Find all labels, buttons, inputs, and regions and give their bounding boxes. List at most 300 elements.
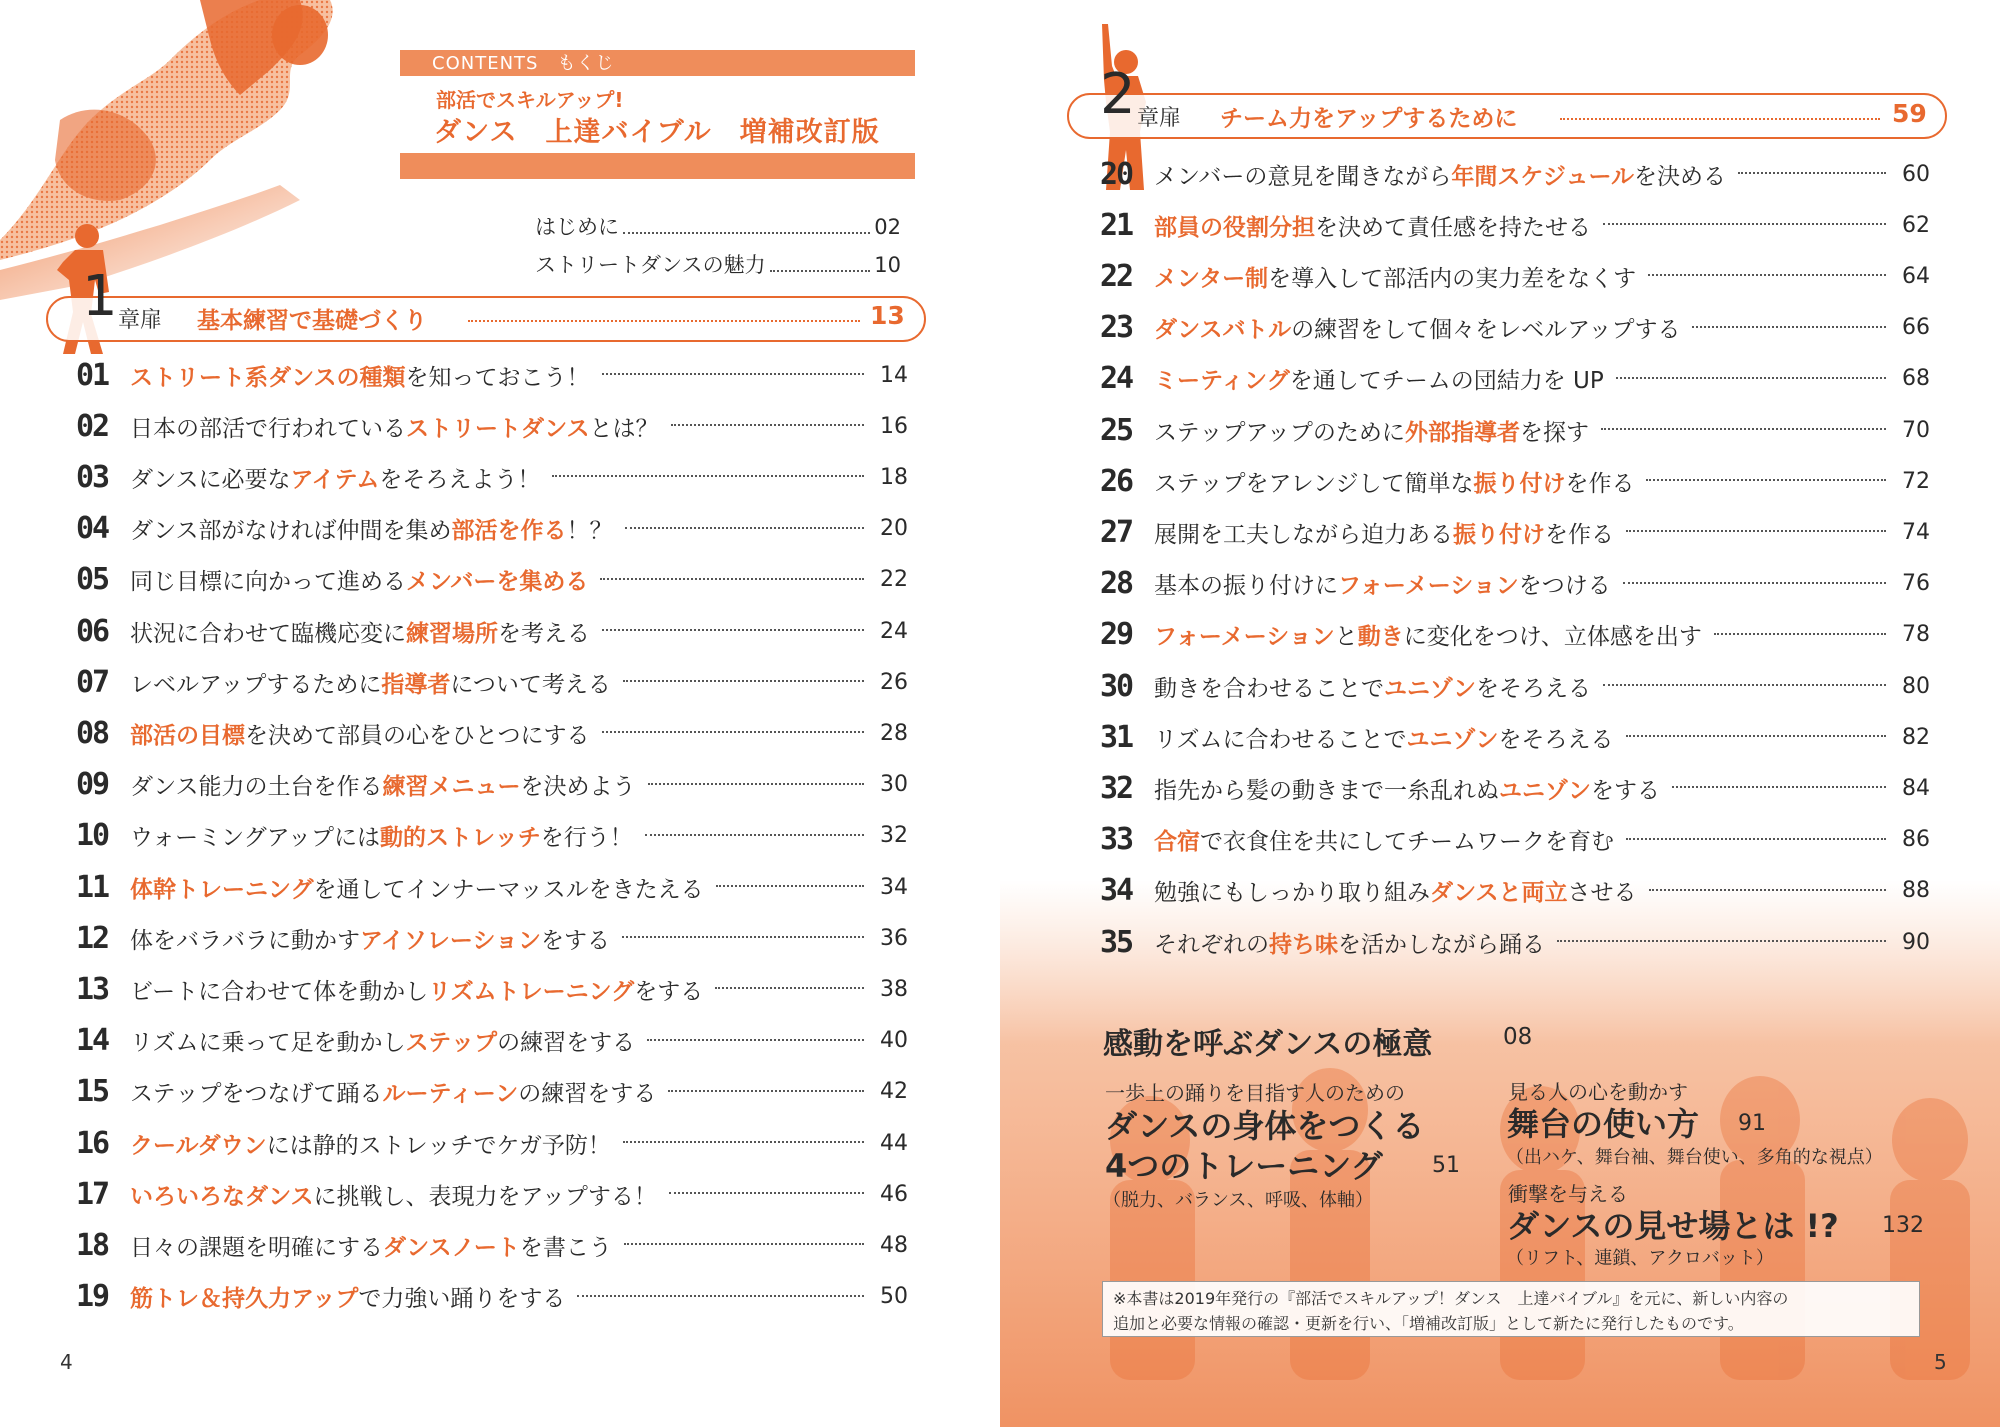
chapter1-label: 章扉 — [118, 308, 163, 333]
toc-entry-number: 03 — [76, 459, 109, 495]
leader-dots — [671, 424, 864, 426]
toc-entry-keyword: アイテム — [290, 466, 380, 493]
toc-entry-title — [1154, 721, 1614, 754]
toc-entry-08[interactable] — [76, 713, 908, 753]
special-a-page: 51 — [1432, 1153, 1460, 1178]
toc-entry-keyword: 練習場所 — [406, 620, 498, 647]
toc-entry-title — [130, 615, 590, 648]
toc-entry-keyword: いろいろなダンス — [130, 1183, 314, 1210]
toc-entry-page: 78 — [1902, 622, 1930, 648]
toc-entry-number: 35 — [1100, 924, 1133, 960]
toc-entry-text: を通してインナーマッスルをきたえる — [313, 876, 704, 903]
toc-entry-text: をそろえる — [1498, 726, 1614, 753]
toc-entry-number: 12 — [76, 920, 109, 956]
toc-entry-page: 26 — [880, 669, 908, 695]
toc-entry-text: リズムに乗って足を動かし — [130, 1030, 406, 1057]
toc-entry-number: 34 — [1100, 873, 1133, 909]
toc-entry-page: 82 — [1902, 724, 1930, 750]
toc-entry-number: 04 — [76, 511, 109, 547]
toc-entry-page: 34 — [880, 874, 908, 900]
toc-entry-text: 勉強にもしっかり取り組み — [1154, 880, 1430, 907]
toc-entry-keyword: ステップ — [405, 1030, 498, 1057]
leader-dots — [1738, 172, 1886, 174]
leader-dots — [624, 1243, 864, 1245]
chapter1-number: 1 — [82, 264, 118, 329]
special-c-page: 132 — [1882, 1213, 1924, 1238]
toc-entry-title — [130, 461, 540, 494]
toc-entry-text: 体をバラバラに動かす — [130, 927, 360, 954]
toc-entry-11[interactable] — [76, 867, 908, 907]
page-number-left: 4 — [60, 1350, 73, 1374]
toc-entry-keyword: 合宿 — [1154, 829, 1200, 856]
toc-entry-number: 06 — [76, 613, 109, 649]
toc-entry-title — [1154, 260, 1636, 293]
toc-entry-text: を作る — [1545, 521, 1614, 548]
special-heading-page: 08 — [1503, 1024, 1533, 1050]
toc-entry-keyword: 動的ストレッチ — [380, 825, 541, 852]
toc-entry-text: 展開を工夫しながら迫力ある — [1154, 521, 1453, 548]
special-a-title-line1[interactable]: ダンスの身体をつくる — [1105, 1107, 1425, 1145]
toc-entry-title — [130, 1178, 657, 1211]
toc-entry-keyword: 振り付け — [1453, 521, 1545, 548]
toc-entry-24[interactable] — [1100, 359, 1930, 399]
leader-dots — [645, 834, 864, 836]
toc-entry-number: 23 — [1100, 310, 1133, 346]
toc-entry-page: 90 — [1902, 929, 1930, 955]
toc-entry-number: 10 — [76, 818, 109, 854]
toc-entry-number: 05 — [76, 562, 109, 598]
toc-entry-text: メンバーの意見を聞きながら — [1154, 163, 1452, 190]
toc-entry-number: 21 — [1100, 207, 1133, 243]
toc-entry-text: を決めて責任感を持たせる — [1315, 214, 1591, 241]
toc-entry-title — [1154, 823, 1614, 856]
leader-dots — [600, 578, 864, 580]
toc-entry-text: ダンスに必要な — [130, 466, 291, 493]
toc-entry-text: を考える — [498, 620, 590, 647]
leader-dots — [668, 1090, 864, 1092]
special-b-title[interactable]: 舞台の使い方 — [1507, 1105, 1700, 1143]
header-bar-bottom — [400, 153, 915, 179]
leader-dots — [1626, 838, 1886, 840]
toc-entry-title — [130, 1075, 656, 1108]
toc-entry-text: の練習をして個々をレベルアップする — [1291, 317, 1681, 344]
toc-entry-number: 31 — [1100, 719, 1133, 755]
toc-entry-keyword: 体幹トレーニング — [130, 876, 314, 903]
toc-entry-title — [130, 359, 590, 392]
toc-entry-page: 22 — [880, 567, 908, 593]
toc-entry-10[interactable] — [76, 816, 908, 856]
toc-entry-keyword: 部員の役割分担 — [1154, 214, 1315, 241]
toc-entry-text: を作る — [1565, 470, 1635, 497]
toc-entry-title — [130, 1280, 565, 1313]
toc-entry-number: 20 — [1100, 156, 1133, 192]
leader-dots — [602, 373, 864, 375]
leader-dots — [1692, 326, 1886, 328]
toc-entry-keyword: ユニゾン — [1384, 675, 1476, 702]
toc-entry-page: 62 — [1902, 212, 1930, 238]
intro-item-page: 02 — [874, 215, 901, 239]
toc-entry-page: 76 — [1902, 571, 1930, 597]
special-c-subtitle: 衝撃を与える — [1508, 1182, 1628, 1206]
toc-entry-09[interactable] — [76, 765, 908, 805]
toc-entry-title — [1154, 772, 1660, 805]
leader-dots — [715, 987, 864, 989]
toc-entry-title — [130, 666, 611, 699]
toc-entry-title — [1154, 158, 1726, 191]
toc-entry-keyword: 筋トレ＆持久力アップ — [130, 1286, 359, 1313]
toc-entry-text: レベルアップするために — [130, 671, 382, 698]
toc-entry-keyword: フォーメーション — [1154, 624, 1335, 651]
toc-entry-text: と — [1334, 624, 1358, 651]
toc-entry-page: 60 — [1902, 161, 1930, 187]
toc-entry-title — [130, 922, 610, 955]
intro-item-label: ストリートダンスの魅力 — [535, 253, 766, 277]
toc-entry-title — [130, 819, 633, 852]
toc-entry-title — [1154, 311, 1680, 344]
toc-entry-title — [1154, 670, 1591, 703]
special-heading[interactable]: 感動を呼ぶダンスの極意 — [1103, 1027, 1433, 1062]
toc-entry-text: を書こう — [519, 1234, 612, 1261]
toc-entry-page: 36 — [880, 925, 908, 951]
toc-entry-page: 28 — [880, 720, 908, 746]
leader-dots — [1616, 377, 1886, 379]
intro-item-miryoku[interactable] — [535, 249, 901, 279]
toc-entry-page: 70 — [1902, 417, 1930, 443]
leader-dots — [1626, 735, 1886, 737]
toc-entry-title — [130, 1229, 612, 1262]
toc-entry-text: を通してチームの団結力を UP — [1289, 368, 1604, 395]
toc-entry-page: 30 — [880, 772, 908, 798]
toc-entry-number: 02 — [76, 408, 109, 444]
toc-entry-title — [1154, 926, 1545, 959]
leader-dots — [1557, 940, 1886, 942]
toc-entry-text: ビートに合わせて体を動かし — [130, 978, 429, 1005]
leader-dots — [602, 731, 864, 733]
special-b-note: （出ハケ、舞台袖、舞台使い、多角的な視点） — [1506, 1147, 1883, 1168]
toc-entry-page: 48 — [880, 1232, 908, 1258]
toc-entry-28[interactable] — [1100, 564, 1930, 604]
toc-entry-text: 状況に合わせて臨機応変に — [130, 620, 406, 647]
leader-dots — [623, 232, 870, 234]
leader-dots — [1672, 786, 1886, 788]
toc-entry-keyword: クールダウン — [130, 1132, 267, 1159]
toc-entry-number: 27 — [1100, 514, 1133, 550]
toc-entry-keyword: 持ち味 — [1269, 931, 1338, 958]
toc-entry-text: 動きを合わせることで — [1154, 675, 1384, 702]
toc-entry-text: 指先から髪の動きまで一糸乱れぬ — [1154, 777, 1499, 804]
toc-entry-17[interactable] — [76, 1174, 908, 1214]
leader-dots — [1603, 684, 1886, 686]
toc-entry-30[interactable] — [1100, 666, 1930, 706]
toc-entry-keyword: 外部指導者 — [1404, 419, 1520, 446]
intro-item-page: 10 — [874, 253, 901, 277]
toc-entry-page: 86 — [1902, 827, 1930, 853]
toc-entry-01[interactable] — [76, 355, 908, 395]
toc-entry-keyword: 動き — [1357, 624, 1404, 651]
leader-dots — [625, 527, 864, 529]
toc-entry-18[interactable] — [76, 1225, 908, 1265]
toc-entry-title — [1154, 567, 1611, 600]
toc-entry-title — [130, 1024, 635, 1057]
edition-notice-line1: ※本書は2019年発行の『部活でスキルアップ！ダンス 上達バイブル』を元に、新しい内容の — [1113, 1289, 1789, 1308]
toc-entry-page: 84 — [1902, 775, 1930, 801]
toc-entry-text: の練習をする — [518, 1081, 657, 1108]
toc-entry-text: 同じ目標に向かって進める — [130, 569, 406, 596]
toc-entry-12[interactable] — [76, 918, 908, 958]
toc-entry-text: ダンス能力の土台を作る — [130, 774, 383, 801]
toc-entry-text: を決める — [1634, 163, 1727, 190]
toc-entry-text: に挑戦し、表現力をアップする！ — [313, 1183, 657, 1210]
chapter2-number: 2 — [1100, 62, 1136, 127]
toc-entry-title — [130, 410, 659, 443]
toc-entry-keyword: リズムトレーニング — [428, 978, 635, 1005]
toc-entry-title — [130, 871, 704, 904]
toc-entry-number: 25 — [1100, 412, 1133, 448]
toc-entry-keyword: ユニゾン — [1406, 726, 1499, 753]
toc-entry-keyword: ストリートダンス — [406, 415, 590, 442]
toc-entry-title — [1154, 874, 1637, 907]
toc-entry-number: 11 — [76, 869, 109, 905]
toc-entry-15[interactable] — [76, 1072, 908, 1112]
leader-dots — [552, 475, 864, 477]
toc-entry-number: 09 — [76, 767, 109, 803]
toc-entry-keyword: 部活を作る — [451, 518, 567, 545]
toc-entry-text: に変化をつけ、立体感を出す — [1403, 624, 1702, 651]
toc-entry-page: 88 — [1902, 878, 1930, 904]
toc-entry-number: 08 — [76, 715, 109, 751]
chapter1-heading[interactable] — [46, 296, 926, 342]
leader-dots — [1648, 274, 1886, 276]
leader-dots — [716, 885, 864, 887]
toc-entry-03[interactable] — [76, 457, 908, 497]
toc-entry-text: ステップをつなげて踊る — [130, 1081, 383, 1108]
toc-entry-20[interactable] — [1100, 154, 1930, 194]
toc-entry-text: で衣食住を共にしてチームワークを育む — [1200, 829, 1614, 856]
chapter1-title: 基本練習で基礎づくり — [197, 308, 427, 334]
leader-dots — [1603, 223, 1886, 225]
toc-entry-number: 01 — [76, 357, 109, 393]
leader-dots — [577, 1295, 864, 1297]
toc-entry-text: で力強い踊りをする — [358, 1286, 566, 1313]
toc-entry-05[interactable] — [76, 560, 908, 600]
toc-entry-text: ダンス部がなければ仲間を集め — [130, 518, 452, 545]
toc-entry-14[interactable] — [76, 1021, 908, 1061]
toc-entry-number: 33 — [1100, 822, 1133, 858]
toc-entry-number: 26 — [1100, 463, 1133, 499]
toc-entry-page: 66 — [1902, 315, 1930, 341]
toc-entry-text: をそろえよう！ — [379, 466, 541, 493]
page-number-right: 5 — [1934, 1350, 1947, 1374]
contents-label: CONTENTS もくじ — [432, 53, 615, 74]
toc-entry-text: それぞれの — [1154, 931, 1269, 958]
toc-entry-title — [130, 717, 590, 750]
toc-entry-19[interactable] — [76, 1277, 908, 1317]
toc-entry-keyword: ユニゾン — [1499, 777, 1591, 804]
toc-entry-text: させる — [1567, 880, 1637, 907]
toc-entry-keyword: ルーティーン — [382, 1081, 519, 1108]
chapter1-leader-dots — [468, 320, 860, 322]
toc-entry-title — [1154, 414, 1589, 447]
toc-entry-22[interactable] — [1100, 256, 1930, 296]
toc-entry-keyword: アイソレーション — [360, 927, 542, 954]
special-a-title-line2[interactable]: 4つのトレーニング — [1105, 1147, 1383, 1185]
toc-entry-31[interactable] — [1100, 717, 1930, 757]
chapter2-label: 章扉 — [1137, 106, 1182, 131]
leader-dots — [623, 680, 864, 682]
toc-entry-keyword: ストリート系ダンスの種類 — [130, 364, 406, 391]
toc-entry-page: 42 — [880, 1079, 908, 1105]
edition-notice — [1102, 1281, 1920, 1337]
edition-notice-line2: 追加と必要な情報の確認・更新を行い、「増補改訂版」として新たに発行したものです。 — [1113, 1314, 1744, 1333]
toc-entry-26[interactable] — [1100, 461, 1930, 501]
leader-dots — [770, 270, 871, 272]
toc-entry-page: 18 — [880, 464, 908, 490]
toc-entry-page: 72 — [1902, 468, 1930, 494]
toc-entry-page: 16 — [880, 413, 908, 439]
toc-entry-keyword: 年間スケジュール — [1451, 163, 1635, 190]
special-b-page: 91 — [1738, 1111, 1766, 1136]
chapter1-page: 13 — [870, 301, 905, 330]
toc-entry-25[interactable] — [1100, 410, 1930, 450]
toc-entry-number: 15 — [76, 1074, 109, 1110]
toc-entry-page: 50 — [880, 1284, 908, 1310]
toc-entry-title — [1154, 618, 1702, 651]
toc-entry-text: を決めて部員の心をひとつにする — [245, 722, 590, 749]
toc-entry-page: 24 — [880, 618, 908, 644]
leader-dots — [623, 1141, 864, 1143]
leader-dots — [669, 1192, 864, 1194]
toc-entry-text: を決めよう — [520, 774, 636, 801]
toc-entry-32[interactable] — [1100, 768, 1930, 808]
toc-entry-text: をする — [634, 978, 704, 1005]
toc-entry-33[interactable] — [1100, 820, 1930, 860]
toc-entry-text: を導入して部活内の実力差をなくす — [1268, 265, 1637, 292]
book-title: ダンス 上達バイブル 増補改訂版 — [434, 117, 880, 148]
toc-entry-16[interactable] — [76, 1123, 908, 1163]
toc-entry-title — [130, 973, 703, 1006]
toc-entry-text: とは？ — [589, 415, 659, 442]
leader-dots — [647, 1039, 864, 1041]
toc-entry-number: 14 — [76, 1023, 109, 1059]
toc-entry-number: 19 — [76, 1279, 109, 1315]
toc-entry-21[interactable] — [1100, 205, 1930, 245]
toc-entry-text: をする — [541, 927, 611, 954]
toc-entry-text: ステップアップのために — [1154, 419, 1405, 446]
toc-entry-title — [130, 1127, 611, 1160]
toc-entry-text: 日本の部活で行われている — [130, 415, 406, 442]
toc-entry-title — [1154, 516, 1614, 549]
series-name: 部活でスキルアップ! — [436, 88, 624, 112]
toc-entry-23[interactable] — [1100, 308, 1930, 348]
leader-dots — [1601, 428, 1886, 430]
toc-entry-02[interactable] — [76, 406, 908, 446]
toc-entry-title — [130, 563, 588, 596]
leader-dots — [648, 783, 864, 785]
toc-entry-text: の練習をする — [497, 1030, 636, 1057]
toc-entry-text: を行う！ — [540, 825, 633, 852]
toc-entry-text: リズムに合わせることで — [1154, 726, 1407, 753]
toc-entry-text: ！？ — [566, 518, 613, 545]
leader-dots — [1649, 889, 1886, 891]
toc-entry-number: 18 — [76, 1227, 109, 1263]
toc-entry-number: 24 — [1100, 361, 1133, 397]
special-a-subtitle: 一歩上の踊りを目指す人のための — [1105, 1081, 1405, 1105]
toc-entry-06[interactable] — [76, 611, 908, 651]
toc-entry-number: 29 — [1100, 617, 1133, 653]
toc-entry-text: には静的ストレッチでケガ予防！ — [266, 1132, 611, 1159]
toc-entry-text: をつける — [1518, 573, 1611, 600]
toc-entry-13[interactable] — [76, 969, 908, 1009]
toc-entry-text: 基本の振り付けに — [1154, 573, 1338, 600]
toc-entry-text: を活かしながら踊る — [1338, 931, 1545, 958]
toc-entry-title — [1154, 362, 1604, 395]
toc-entry-keyword: メンバーを集める — [406, 569, 589, 596]
toc-entry-keyword: 部活の目標 — [130, 722, 245, 749]
toc-entry-title — [130, 512, 613, 545]
toc-entry-35[interactable] — [1100, 922, 1930, 962]
toc-entry-page: 20 — [880, 516, 908, 542]
toc-entry-page: 14 — [880, 362, 908, 388]
toc-entry-page: 46 — [880, 1181, 908, 1207]
toc-entry-number: 13 — [76, 971, 109, 1007]
toc-entry-number: 30 — [1100, 668, 1133, 704]
toc-entry-34[interactable] — [1100, 871, 1930, 911]
special-a-note: （脱力、バランス、呼吸、体軸） — [1103, 1190, 1373, 1211]
toc-entry-number: 16 — [76, 1125, 109, 1161]
toc-entry-keyword: ミーティング — [1154, 368, 1290, 395]
leader-dots — [602, 629, 864, 631]
toc-entry-text: ウォーミングアップには — [130, 825, 381, 852]
toc-entry-page: 32 — [880, 823, 908, 849]
toc-entry-page: 44 — [880, 1130, 908, 1156]
chapter2-title: チーム力をアップするために — [1220, 106, 1518, 132]
toc-entry-keyword: メンター制 — [1154, 265, 1269, 292]
toc-entry-title — [130, 768, 636, 801]
toc-entry-04[interactable] — [76, 509, 908, 549]
toc-entry-page: 74 — [1902, 519, 1930, 545]
toc-entry-number: 32 — [1100, 770, 1133, 806]
leader-dots — [1623, 582, 1886, 584]
toc-entry-keyword: ダンスと両立 — [1430, 880, 1568, 907]
leader-dots — [622, 936, 864, 938]
special-c-note: （リフト、連鎖、アクロバット） — [1506, 1248, 1774, 1269]
toc-entry-page: 40 — [880, 1028, 908, 1054]
intro-item-label: はじめに — [535, 215, 619, 239]
leader-dots — [1646, 479, 1886, 481]
right-page — [1000, 0, 2000, 1427]
chapter2-leader-dots — [1560, 118, 1880, 120]
toc-entry-text: をする — [1591, 777, 1660, 804]
toc-entry-number: 22 — [1100, 258, 1133, 294]
toc-entry-text: ステップをアレンジして簡単な — [1154, 470, 1474, 497]
toc-entry-keyword: ダンスバトル — [1154, 317, 1292, 344]
toc-entry-page: 80 — [1902, 673, 1930, 699]
leader-dots — [1714, 633, 1886, 635]
leader-dots — [1626, 530, 1886, 532]
toc-entry-keyword: 指導者 — [381, 671, 451, 698]
toc-entry-07[interactable] — [76, 662, 908, 702]
toc-entry-27[interactable] — [1100, 512, 1930, 552]
toc-entry-page: 64 — [1902, 263, 1930, 289]
toc-entry-29[interactable] — [1100, 615, 1930, 655]
toc-entry-page: 68 — [1902, 366, 1930, 392]
toc-entry-text: 日々の課題を明確にする — [130, 1234, 383, 1261]
toc-entry-number: 07 — [76, 664, 109, 700]
intro-item-hajimeni[interactable] — [535, 211, 901, 241]
toc-entry-number: 17 — [76, 1176, 109, 1212]
special-c-title[interactable]: ダンスの見せ場とは !? — [1507, 1207, 1839, 1245]
special-b-subtitle: 見る人の心を動かす — [1508, 1080, 1688, 1104]
